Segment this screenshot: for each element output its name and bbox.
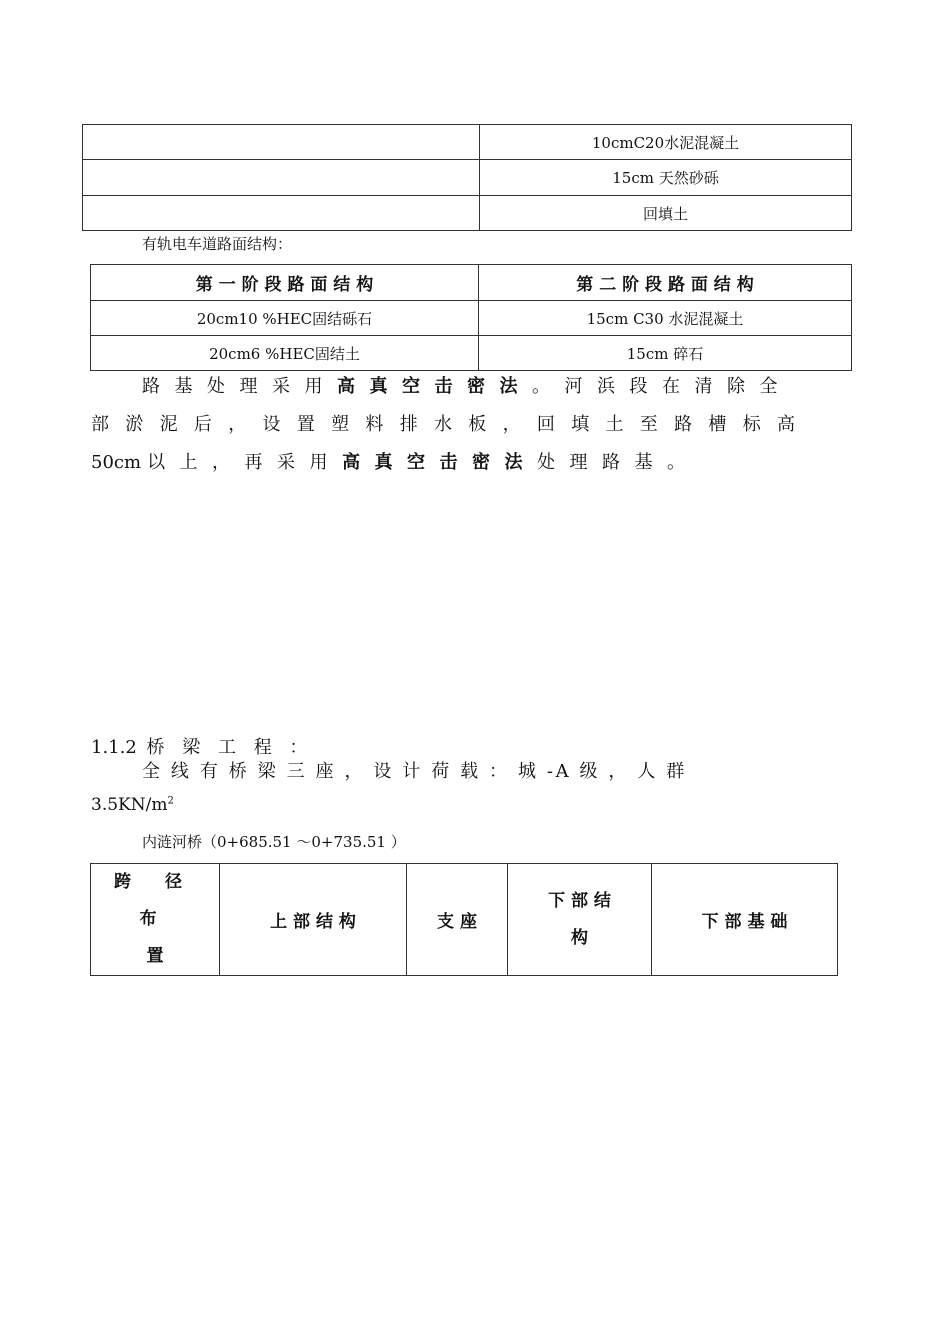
table-header-cell: 下 部 基 础 bbox=[652, 864, 838, 976]
pavement-table-top bbox=[82, 124, 852, 231]
table-cell bbox=[83, 196, 480, 231]
subgrade-paragraph-line-1: 路基处理采用高真空击密法。河浜段在清除全 bbox=[142, 376, 792, 397]
bridge-caption: 内涟河桥（0+685.51 ～0+735.51 ） bbox=[142, 833, 406, 851]
tram-caption: 有轨电车道路面结构： bbox=[142, 235, 293, 253]
table-header-cell: 下 部 结 构 bbox=[508, 864, 652, 976]
tram-pavement-table bbox=[90, 264, 852, 371]
bridge-paragraph-line-2: $3.5KN/m^2$ bbox=[91, 795, 174, 815]
table-cell bbox=[83, 125, 480, 160]
section-heading: 1.1.2 桥 梁 工 程 ： bbox=[91, 737, 314, 758]
table-header-cell: 第 一 阶 段 路 面 结 构 bbox=[91, 265, 479, 301]
table-cell: 10cmC20水泥混凝土 bbox=[480, 125, 852, 160]
table-header-cell: 跨 径 布 置 bbox=[91, 864, 220, 976]
table-header-cell: 上 部 结 构 bbox=[220, 864, 407, 976]
table-cell: 15cm 碎石 bbox=[479, 336, 852, 371]
table-header-cell: 支 座 bbox=[407, 864, 508, 976]
table-cell: 15cm 天然砂砾 bbox=[480, 160, 852, 196]
table-header-cell: 第 二 阶 段 路 面 结 构 bbox=[479, 265, 852, 301]
subgrade-paragraph-line-2: 部淤泥后，设置塑料排水板，回填土至路槽标高 bbox=[91, 414, 812, 435]
table-cell: 回填土 bbox=[480, 196, 852, 231]
table-cell: 20cm6 %HEC固结土 bbox=[91, 336, 479, 371]
table-cell: 20cm10 %HEC固结砾石 bbox=[91, 301, 479, 336]
subgrade-paragraph-line-3: 50cm 以上，再采用高真空击密法处理路基。 bbox=[91, 452, 700, 473]
table-cell: 15cm C30 水泥混凝土 bbox=[479, 301, 852, 336]
bridge-paragraph-line-1: 全 线 有 桥 梁 三 座 ， 设 计 荷 载 ： 城 -A 级 ， 人 群 bbox=[142, 761, 687, 782]
table-cell bbox=[83, 160, 480, 196]
bridge-table bbox=[90, 863, 838, 976]
